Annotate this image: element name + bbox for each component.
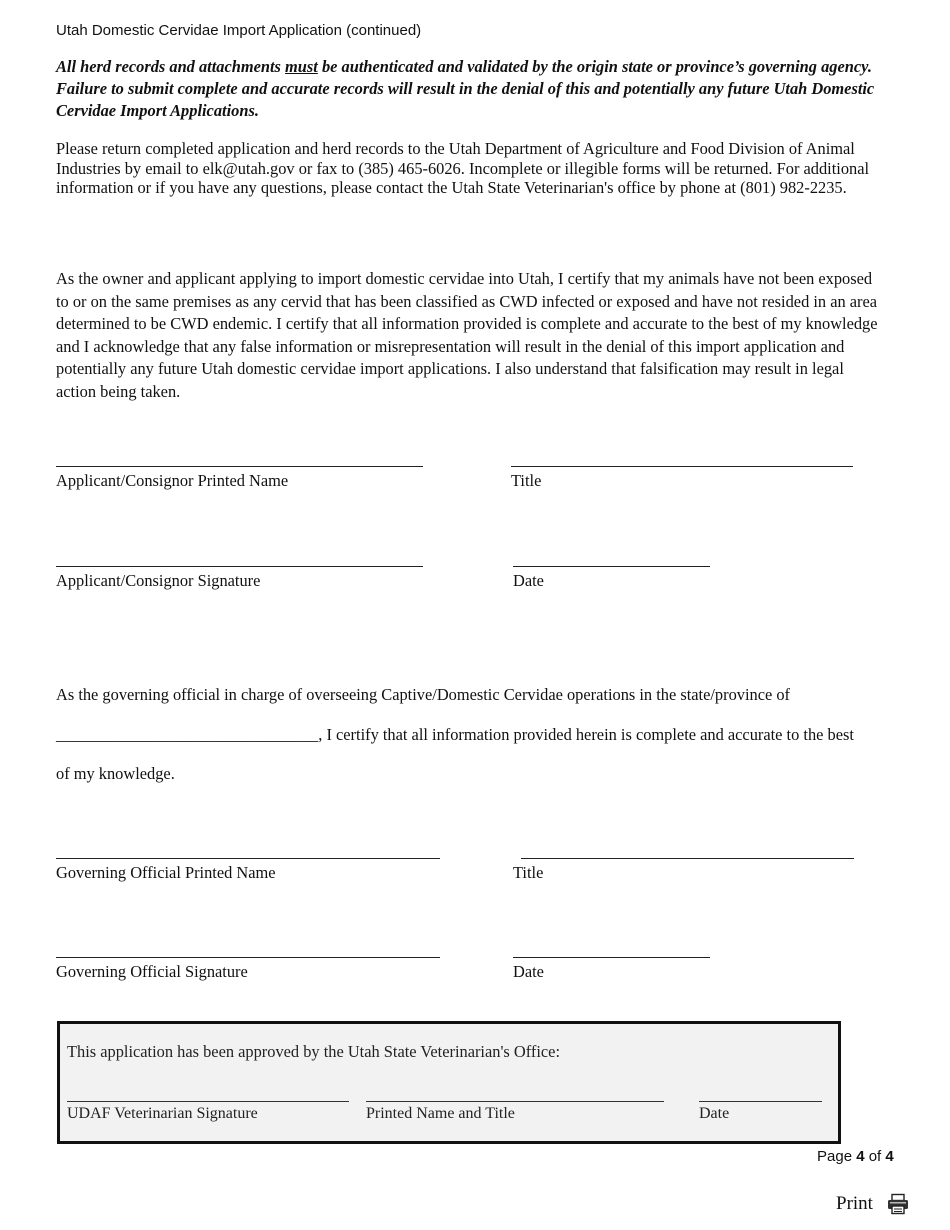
official-date-label: Date bbox=[513, 962, 544, 981]
page-total: 4 bbox=[885, 1148, 894, 1165]
udaf-signature-field[interactable] bbox=[67, 1101, 349, 1102]
applicant-signature-field[interactable] bbox=[56, 566, 423, 567]
official-date-field[interactable] bbox=[513, 957, 710, 958]
applicant-title-label: Title bbox=[511, 471, 542, 490]
official-printed-name-label: Governing Official Printed Name bbox=[56, 863, 276, 882]
state-province-field[interactable]: ________________________________ bbox=[56, 725, 319, 744]
approval-box bbox=[57, 1021, 841, 1144]
udaf-name-title-label: Printed Name and Title bbox=[366, 1105, 515, 1122]
page-indicator bbox=[817, 1148, 894, 1165]
print-button-label: Print bbox=[836, 1193, 873, 1214]
page-current: 4 bbox=[856, 1148, 865, 1165]
warning-emphasis: must bbox=[285, 57, 318, 76]
print-button[interactable] bbox=[836, 1193, 909, 1215]
page-header-title: Utah Domestic Cervidae Import Application (continued) bbox=[56, 22, 422, 39]
official-signature-label: Governing Official Signature bbox=[56, 962, 248, 981]
printer-icon bbox=[887, 1193, 909, 1215]
governing-statement-line3: of my knowledge. bbox=[56, 764, 175, 783]
applicant-date-field[interactable] bbox=[513, 566, 710, 567]
warning-text-end: be authenticated and validated by the origin state or province’s governing agency. Failure to submit complete and accurate records will result in the denial of this and potentially any future Utah Domestic Cervidae Import Applications. bbox=[56, 57, 875, 120]
return-instructions: Please return completed application and herd records to the Utah Department of Agriculture and Food Division of Animal Industries by email to elk@utah.gov or fax to (385) 465-6026. Incomplete or illegible forms will be returned. For additional information or if you have any questions, please contact the Utah State Veterinarian's office by phone at (801) 982-2235. bbox=[56, 139, 870, 197]
governing-statement-line2 bbox=[56, 725, 854, 745]
page-of: of bbox=[864, 1148, 886, 1165]
udaf-name-title-field[interactable] bbox=[366, 1101, 664, 1102]
governing-statement-line2-text: , I certify that all information provided herein is complete and accurate to the best bbox=[318, 725, 854, 744]
official-title-field[interactable] bbox=[521, 858, 854, 859]
official-signature-field[interactable] bbox=[56, 957, 440, 958]
applicant-printed-name-label: Applicant/Consignor Printed Name bbox=[56, 471, 289, 490]
applicant-date-label: Date bbox=[513, 571, 544, 590]
page-prefix: Page bbox=[817, 1148, 857, 1165]
official-title-label: Title bbox=[513, 863, 544, 882]
udaf-signature-label: UDAF Veterinarian Signature bbox=[67, 1105, 258, 1122]
owner-certification: As the owner and applicant applying to import domestic cervidae into Utah, I certify that my animals have not been exposed to or on the same premises as any cervid that has been classified as CWD infected or exposed and have not resided in an area determined to be CWD endemic. I certify that all information provided is complete and accurate to the best of my knowledge and I acknowledge that any false information or misrepresentation will result in the denial of this import application and potentially any future Utah domestic cervidae import applications. I also understand that falsification may result in legal action being taken. bbox=[56, 269, 878, 401]
applicant-printed-name-field[interactable] bbox=[56, 466, 423, 467]
applicant-title-field[interactable] bbox=[511, 466, 853, 467]
approval-text: This application has been approved by the Utah State Veterinarian's Office: bbox=[67, 1042, 560, 1061]
authentication-warning bbox=[56, 56, 876, 122]
governing-statement-line1: As the governing official in charge of overseeing Captive/Domestic Cervidae operations in the state/province of bbox=[56, 685, 791, 704]
official-printed-name-field[interactable] bbox=[56, 858, 440, 859]
udaf-date-field[interactable] bbox=[699, 1101, 822, 1102]
applicant-signature-label: Applicant/Consignor Signature bbox=[56, 571, 261, 590]
warning-text-start: All herd records and attachments bbox=[56, 57, 286, 76]
udaf-date-label: Date bbox=[699, 1105, 730, 1122]
